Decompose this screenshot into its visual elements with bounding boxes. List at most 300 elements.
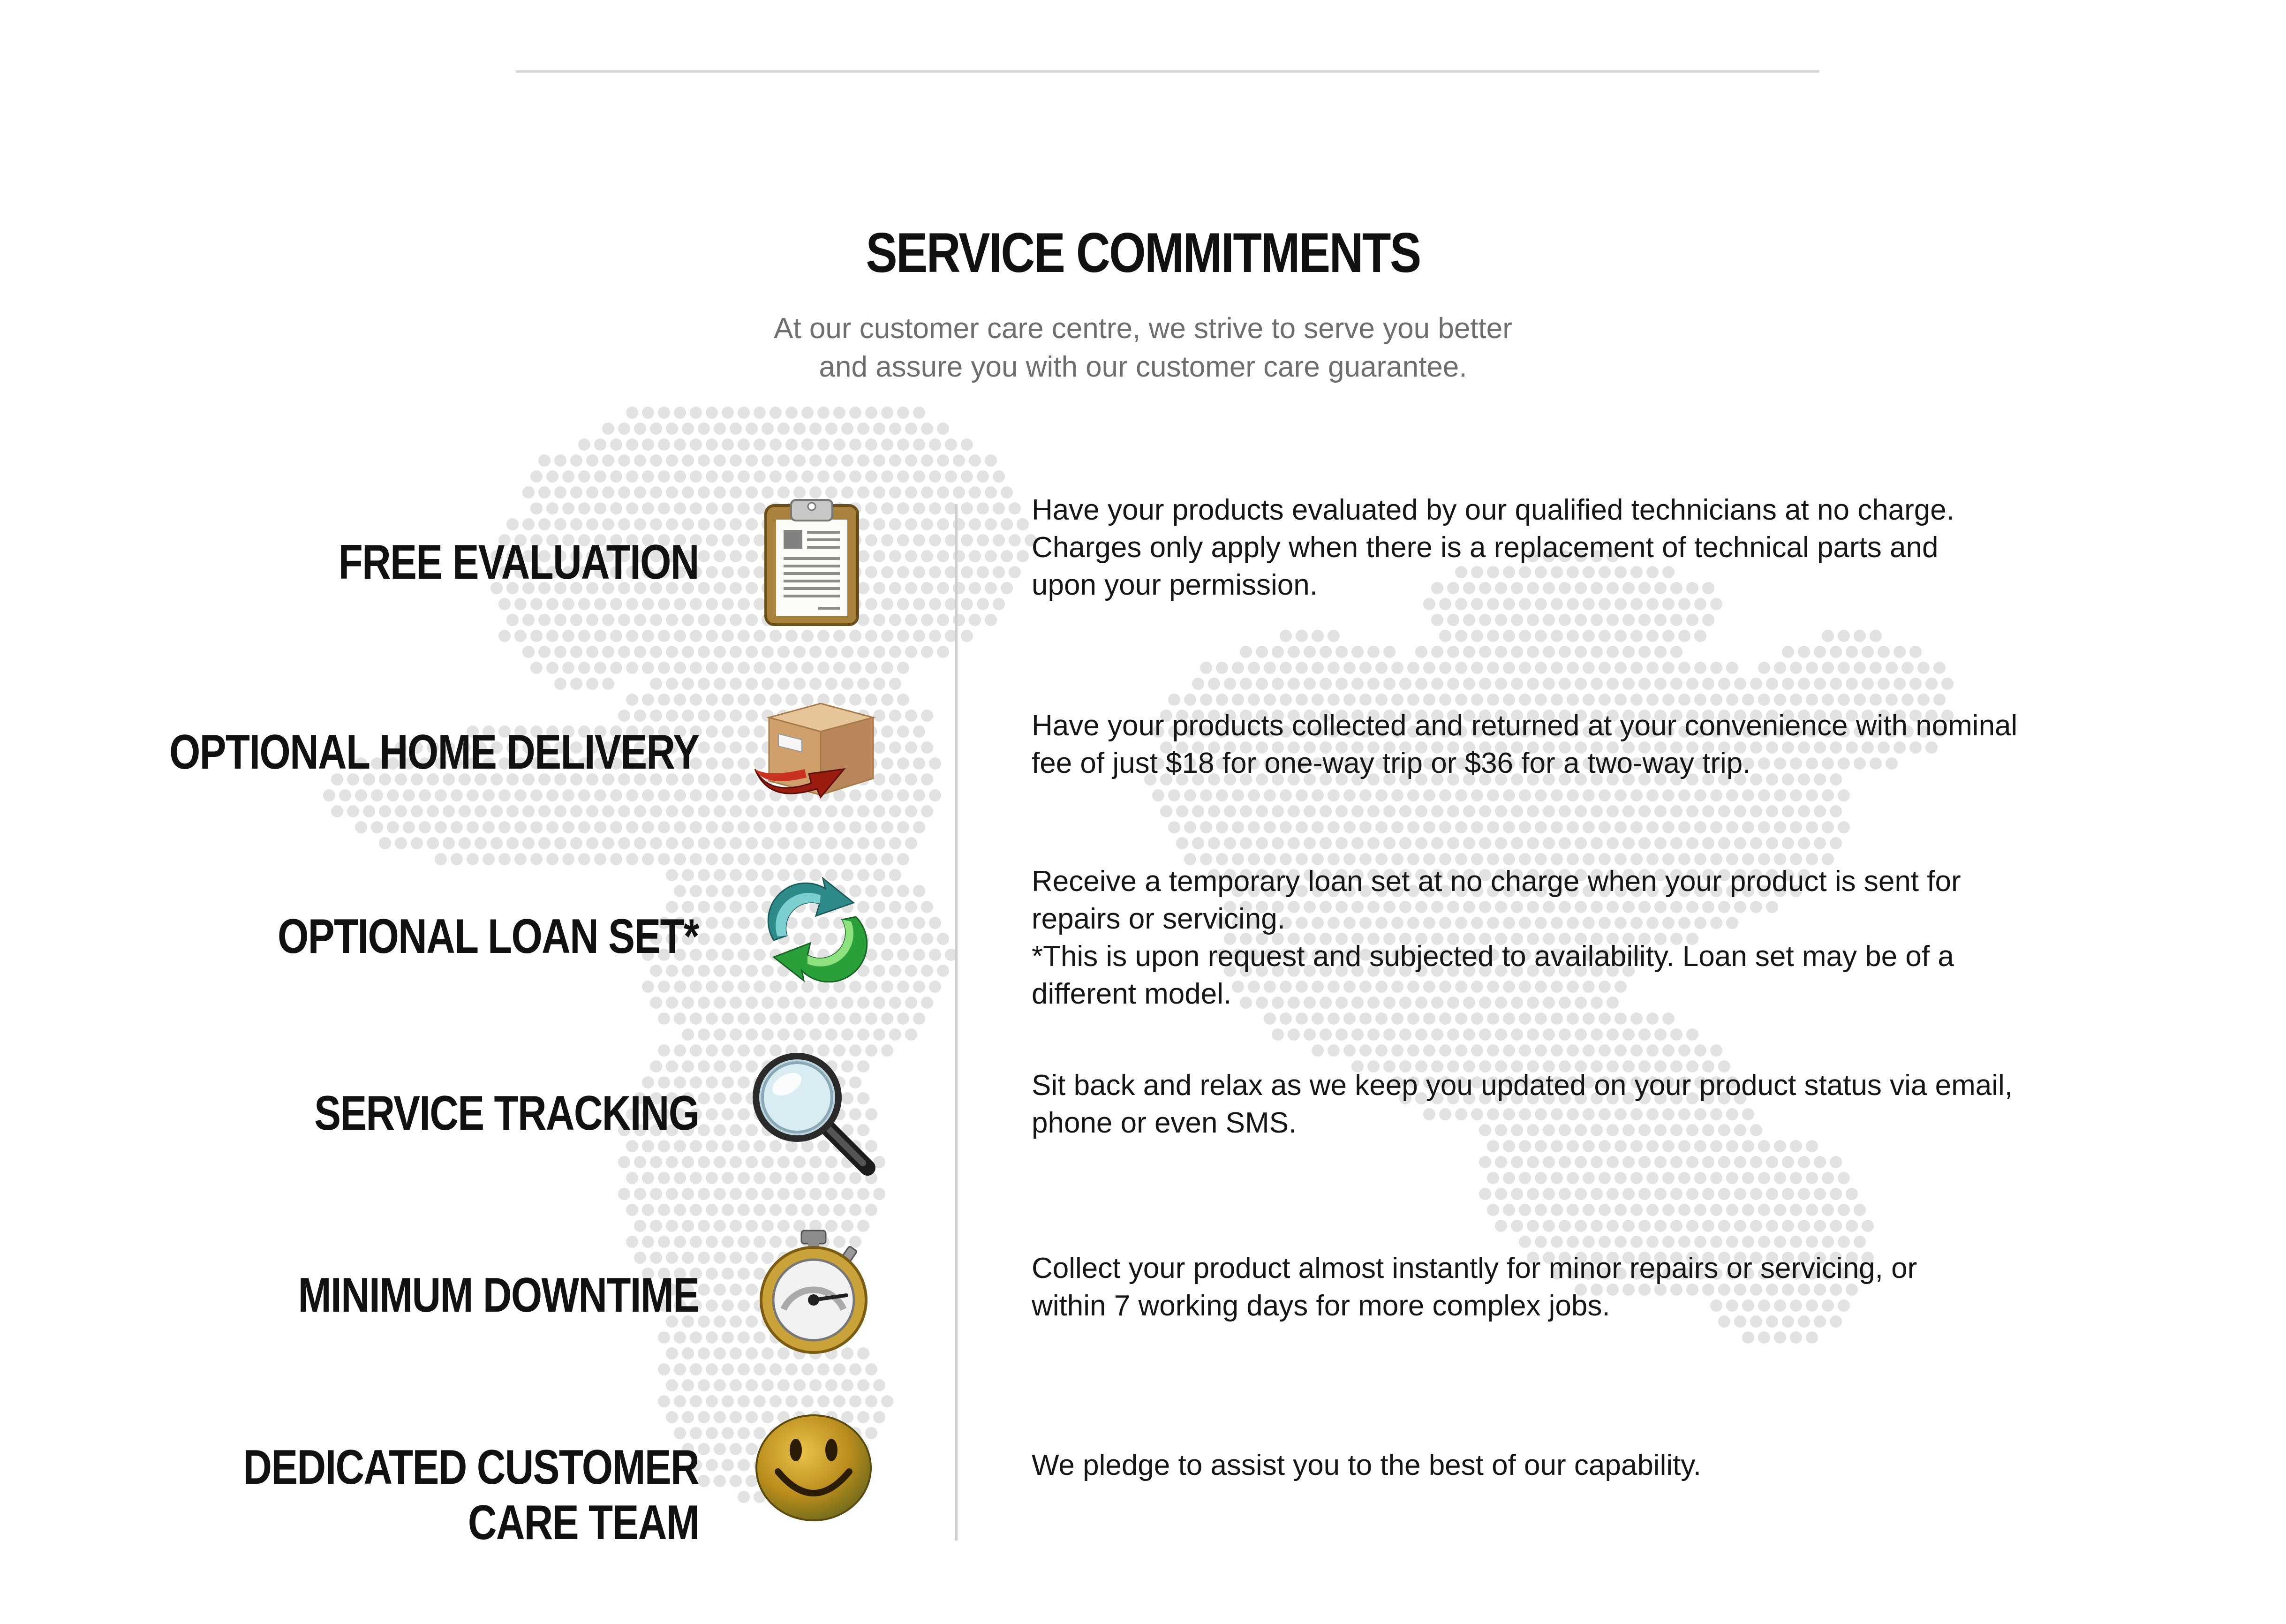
map-dot xyxy=(538,646,551,658)
map-dot xyxy=(1439,694,1451,706)
map-dot xyxy=(546,630,558,642)
map-dot xyxy=(1591,805,1603,817)
map-dot xyxy=(666,1379,678,1391)
map-dot xyxy=(1622,678,1635,690)
map-dot xyxy=(1654,1188,1667,1200)
map-dot xyxy=(1814,1188,1826,1200)
map-dot xyxy=(1455,630,1467,642)
map-dot xyxy=(1846,1220,1858,1232)
map-dot xyxy=(817,630,830,642)
map-dot xyxy=(435,853,447,865)
map-dot xyxy=(754,1204,766,1216)
map-dot xyxy=(1694,1044,1706,1057)
map-dot xyxy=(1638,646,1651,658)
map-dot xyxy=(1670,614,1682,626)
map-dot xyxy=(770,1012,782,1025)
map-dot xyxy=(435,789,447,801)
map-dot xyxy=(666,1220,678,1232)
map-dot xyxy=(1822,1172,1834,1184)
service-tracking-title: SERVICE TRACKING xyxy=(314,1086,699,1141)
map-dot xyxy=(1431,1028,1443,1041)
map-dot xyxy=(698,1060,710,1073)
map-dot xyxy=(1320,1028,1332,1041)
map-dot xyxy=(674,1172,686,1184)
map-dot xyxy=(706,789,718,801)
map-dot xyxy=(706,949,718,961)
map-dot xyxy=(754,407,766,419)
clipboard-icon xyxy=(762,497,865,628)
map-dot xyxy=(1766,1220,1778,1232)
map-dot xyxy=(1455,1012,1467,1025)
map-dot xyxy=(937,518,949,530)
map-dot xyxy=(1742,1236,1754,1248)
map-dot xyxy=(650,678,662,690)
map-dot xyxy=(762,837,774,849)
map-dot xyxy=(754,1012,766,1025)
map-dot xyxy=(1742,1331,1754,1344)
map-dot xyxy=(1288,837,1300,849)
map-dot xyxy=(1415,837,1427,849)
map-dot xyxy=(1479,805,1491,817)
map-dot xyxy=(706,1108,718,1120)
map-dot xyxy=(1495,1156,1507,1168)
map-dot xyxy=(722,1044,734,1057)
map-dot xyxy=(586,518,598,530)
map-dot xyxy=(1399,1028,1411,1041)
map-dot xyxy=(490,805,503,817)
map-dot xyxy=(1662,694,1675,706)
map-dot xyxy=(738,1172,750,1184)
map-dot xyxy=(698,454,710,467)
map-dot xyxy=(1718,1220,1730,1232)
map-dot xyxy=(809,1028,822,1041)
map-dot xyxy=(698,933,710,945)
map-dot xyxy=(1591,1028,1603,1041)
map-dot xyxy=(1830,678,1842,690)
map-dot xyxy=(1710,1044,1722,1057)
subtitle-line: At our customer care centre, we strive to serve you better xyxy=(774,312,1512,345)
map-dot xyxy=(1630,694,1643,706)
map-dot xyxy=(1591,614,1603,626)
map-dot xyxy=(706,407,718,419)
map-dot xyxy=(889,997,901,1009)
map-dot xyxy=(1782,646,1794,658)
map-dot xyxy=(1654,837,1667,849)
map-dot xyxy=(889,710,901,722)
map-dot xyxy=(1854,662,1866,674)
map-dot xyxy=(1870,694,1882,706)
map-dot xyxy=(650,805,662,817)
map-dot xyxy=(1758,662,1770,674)
map-dot xyxy=(1758,1172,1770,1184)
map-dot xyxy=(1017,550,1029,562)
map-dot xyxy=(682,869,694,881)
map-dot xyxy=(913,917,925,929)
map-dot xyxy=(1312,694,1324,706)
map-dot xyxy=(889,965,901,977)
map-dot xyxy=(1622,1220,1635,1232)
map-dot xyxy=(714,614,726,626)
map-dot xyxy=(1790,1236,1802,1248)
map-dot xyxy=(618,486,630,499)
map-dot xyxy=(1208,805,1220,817)
map-dot xyxy=(1917,662,1930,674)
map-dot xyxy=(1678,1236,1690,1248)
map-dot xyxy=(674,1395,686,1407)
map-dot xyxy=(1559,614,1571,626)
map-dot xyxy=(849,630,861,642)
map-dot xyxy=(746,423,758,435)
map-dot xyxy=(1630,1012,1643,1025)
map-dot xyxy=(817,1363,830,1375)
map-dot xyxy=(594,821,606,833)
map-dot xyxy=(682,1252,694,1264)
map-dot xyxy=(682,646,694,658)
map-dot xyxy=(722,1236,734,1248)
map-dot xyxy=(1009,502,1021,514)
map-dot xyxy=(738,1268,750,1280)
map-dot xyxy=(1479,1188,1491,1200)
map-dot xyxy=(1814,678,1826,690)
map-dot xyxy=(618,454,630,467)
map-dot xyxy=(841,1379,853,1391)
map-dot xyxy=(1702,678,1714,690)
map-dot xyxy=(833,630,845,642)
map-dot xyxy=(889,1028,901,1041)
map-dot xyxy=(642,821,654,833)
map-dot xyxy=(785,853,798,865)
map-dot xyxy=(1367,837,1380,849)
map-dot xyxy=(626,821,638,833)
map-dot xyxy=(865,1395,877,1407)
map-dot xyxy=(1567,1172,1579,1184)
map-dot xyxy=(1535,1236,1547,1248)
map-dot xyxy=(1511,1028,1523,1041)
map-dot xyxy=(1447,614,1459,626)
map-dot xyxy=(738,598,750,610)
map-dot xyxy=(1200,789,1212,801)
map-dot xyxy=(1591,678,1603,690)
map-dot xyxy=(1471,1012,1483,1025)
map-dot xyxy=(977,598,989,610)
map-dot xyxy=(714,1092,726,1104)
map-dot xyxy=(1830,1156,1842,1168)
map-dot xyxy=(451,853,463,865)
map-dot xyxy=(1599,1172,1611,1184)
map-dot xyxy=(1599,1236,1611,1248)
map-dot xyxy=(514,789,527,801)
map-dot xyxy=(889,805,901,817)
map-dot xyxy=(921,550,933,562)
map-dot xyxy=(722,1299,734,1312)
map-dot xyxy=(698,1028,710,1041)
map-dot xyxy=(1439,789,1451,801)
map-dot xyxy=(562,598,574,610)
map-dot xyxy=(554,805,566,817)
map-dot xyxy=(793,646,806,658)
map-dot xyxy=(921,773,933,786)
map-dot xyxy=(921,518,933,530)
map-dot xyxy=(1160,805,1172,817)
map-dot xyxy=(602,678,614,690)
map-dot xyxy=(666,965,678,977)
map-dot xyxy=(562,630,574,642)
map-dot xyxy=(642,694,654,706)
map-dot xyxy=(722,1172,734,1184)
map-dot xyxy=(666,997,678,1009)
map-dot xyxy=(1543,805,1555,817)
map-dot xyxy=(650,486,662,499)
map-dot xyxy=(1766,837,1778,849)
map-dot xyxy=(730,1347,742,1360)
map-dot xyxy=(650,1188,662,1200)
map-dot xyxy=(1503,1044,1515,1057)
map-dot xyxy=(929,438,941,451)
map-dot xyxy=(706,598,718,610)
map-dot xyxy=(658,407,670,419)
map-dot xyxy=(698,1284,710,1296)
map-dot xyxy=(634,518,646,530)
map-dot xyxy=(1272,837,1284,849)
map-dot xyxy=(833,1204,845,1216)
map-dot xyxy=(578,853,590,865)
map-dot xyxy=(730,454,742,467)
map-dot xyxy=(666,869,678,881)
map-dot xyxy=(674,821,686,833)
map-dot xyxy=(658,1363,670,1375)
map-dot xyxy=(1312,1044,1324,1057)
map-dot xyxy=(714,678,726,690)
map-dot xyxy=(1583,1236,1595,1248)
map-dot xyxy=(1415,1028,1427,1041)
map-dot xyxy=(833,407,845,419)
map-dot xyxy=(554,678,566,690)
map-dot xyxy=(1232,789,1244,801)
map-dot xyxy=(522,837,535,849)
map-dot xyxy=(905,965,917,977)
map-dot xyxy=(817,662,830,674)
map-dot xyxy=(1734,1220,1746,1232)
map-dot xyxy=(937,486,949,499)
map-dot xyxy=(1152,789,1164,801)
exchange-arrows-icon xyxy=(755,875,872,982)
map-dot xyxy=(897,598,909,610)
map-dot xyxy=(682,837,694,849)
map-dot xyxy=(578,821,590,833)
map-dot xyxy=(722,725,734,738)
map-dot xyxy=(785,1204,798,1216)
map-dot xyxy=(1806,821,1818,833)
map-dot xyxy=(738,1236,750,1248)
map-dot xyxy=(610,821,622,833)
map-dot xyxy=(1351,678,1364,690)
map-dot xyxy=(1575,678,1587,690)
map-dot xyxy=(785,1012,798,1025)
map-dot xyxy=(873,1379,885,1391)
map-dot xyxy=(554,486,566,499)
map-dot xyxy=(722,534,734,546)
description-line: Charges only apply when there is a replacement of technical parts and xyxy=(1032,531,1939,564)
map-dot xyxy=(1630,1204,1643,1216)
map-dot xyxy=(1487,1172,1499,1184)
map-dot xyxy=(1391,662,1403,674)
map-dot xyxy=(1519,694,1531,706)
map-dot xyxy=(1487,821,1499,833)
map-dot xyxy=(1200,821,1212,833)
map-dot xyxy=(1383,805,1396,817)
map-dot xyxy=(881,438,893,451)
map-dot xyxy=(1838,821,1850,833)
map-dot xyxy=(1447,837,1459,849)
map-dot xyxy=(897,662,909,674)
map-dot xyxy=(546,821,558,833)
map-dot xyxy=(738,1299,750,1312)
map-dot xyxy=(913,757,925,770)
map-dot xyxy=(1758,1331,1770,1344)
map-dot xyxy=(682,614,694,626)
map-dot xyxy=(714,518,726,530)
map-dot xyxy=(626,662,638,674)
map-dot xyxy=(1567,662,1579,674)
map-dot xyxy=(881,1012,893,1025)
map-dot xyxy=(722,1204,734,1216)
map-dot xyxy=(1001,582,1013,594)
map-dot xyxy=(706,981,718,993)
map-dot xyxy=(841,454,853,467)
map-dot xyxy=(1615,1236,1627,1248)
map-dot xyxy=(730,869,742,881)
map-dot xyxy=(706,1268,718,1280)
map-dot xyxy=(849,821,861,833)
map-dot xyxy=(1798,1188,1810,1200)
map-dot xyxy=(347,805,359,817)
map-dot xyxy=(1694,1236,1706,1248)
map-dot xyxy=(1654,646,1667,658)
map-dot xyxy=(1463,678,1475,690)
map-dot xyxy=(1447,805,1459,817)
map-dot xyxy=(833,1395,845,1407)
map-dot xyxy=(1575,1156,1587,1168)
map-dot xyxy=(730,486,742,499)
map-dot xyxy=(698,1092,710,1104)
map-dot xyxy=(1702,1220,1714,1232)
map-dot xyxy=(793,837,806,849)
map-dot xyxy=(1391,1012,1403,1025)
map-dot xyxy=(443,805,455,817)
map-dot xyxy=(1495,1220,1507,1232)
map-dot xyxy=(1718,837,1730,849)
map-dot xyxy=(825,1028,837,1041)
map-dot xyxy=(642,1172,654,1184)
map-dot xyxy=(857,997,869,1009)
map-dot xyxy=(483,821,495,833)
map-dot xyxy=(706,1140,718,1152)
map-dot xyxy=(961,502,973,514)
map-dot xyxy=(730,678,742,690)
map-dot xyxy=(1280,630,1292,642)
map-dot xyxy=(706,1204,718,1216)
map-dot xyxy=(1886,694,1898,706)
map-dot xyxy=(1694,1204,1706,1216)
map-dot xyxy=(427,805,439,817)
map-dot xyxy=(642,853,654,865)
map-dot xyxy=(698,773,710,786)
map-dot xyxy=(1599,1044,1611,1057)
map-dot xyxy=(674,630,686,642)
map-dot xyxy=(793,997,806,1009)
map-dot xyxy=(777,1379,790,1391)
map-dot xyxy=(1343,1044,1356,1057)
map-dot xyxy=(1495,837,1507,849)
map-dot xyxy=(897,407,909,419)
map-dot xyxy=(1383,646,1396,658)
map-dot xyxy=(865,1204,877,1216)
map-dot xyxy=(770,438,782,451)
map-dot xyxy=(1351,837,1364,849)
map-dot xyxy=(969,550,981,562)
map-dot xyxy=(1901,694,1914,706)
map-dot xyxy=(514,853,527,865)
map-dot xyxy=(1591,1220,1603,1232)
map-dot xyxy=(841,1188,853,1200)
map-dot xyxy=(1654,614,1667,626)
map-dot xyxy=(1208,837,1220,849)
map-dot xyxy=(762,1379,774,1391)
map-dot xyxy=(1646,1236,1659,1248)
map-dot xyxy=(1519,789,1531,801)
map-dot xyxy=(722,1108,734,1120)
map-dot xyxy=(658,1172,670,1184)
map-dot xyxy=(642,407,654,419)
map-dot xyxy=(1264,789,1276,801)
map-dot xyxy=(1782,1188,1794,1200)
map-dot xyxy=(1638,1188,1651,1200)
map-dot xyxy=(785,1363,798,1375)
map-dot xyxy=(698,678,710,690)
map-dot xyxy=(1710,694,1722,706)
map-dot xyxy=(1646,1012,1659,1025)
home-delivery-description xyxy=(1032,707,2148,782)
map-dot xyxy=(618,518,630,530)
map-dot xyxy=(921,710,933,722)
map-dot xyxy=(1790,789,1802,801)
loan-set-description xyxy=(1032,863,2148,1013)
map-dot xyxy=(762,454,774,467)
map-dot xyxy=(682,423,694,435)
map-dot xyxy=(586,454,598,467)
map-dot xyxy=(1551,1044,1563,1057)
map-dot xyxy=(698,1252,710,1264)
map-dot xyxy=(714,1284,726,1296)
map-dot xyxy=(1638,1220,1651,1232)
map-dot xyxy=(1694,630,1706,642)
map-dot xyxy=(1383,837,1396,849)
map-dot xyxy=(929,757,941,770)
map-dot xyxy=(570,837,582,849)
minimum-downtime-description xyxy=(1032,1250,2148,1325)
map-dot xyxy=(706,1172,718,1184)
map-dot xyxy=(929,949,941,961)
map-dot xyxy=(1200,694,1212,706)
map-dot xyxy=(594,789,606,801)
map-dot xyxy=(1503,630,1515,642)
map-dot xyxy=(682,1028,694,1041)
map-dot xyxy=(1288,805,1300,817)
map-dot xyxy=(1583,821,1595,833)
map-dot xyxy=(905,997,917,1009)
map-dot xyxy=(746,997,758,1009)
map-dot xyxy=(1503,1204,1515,1216)
